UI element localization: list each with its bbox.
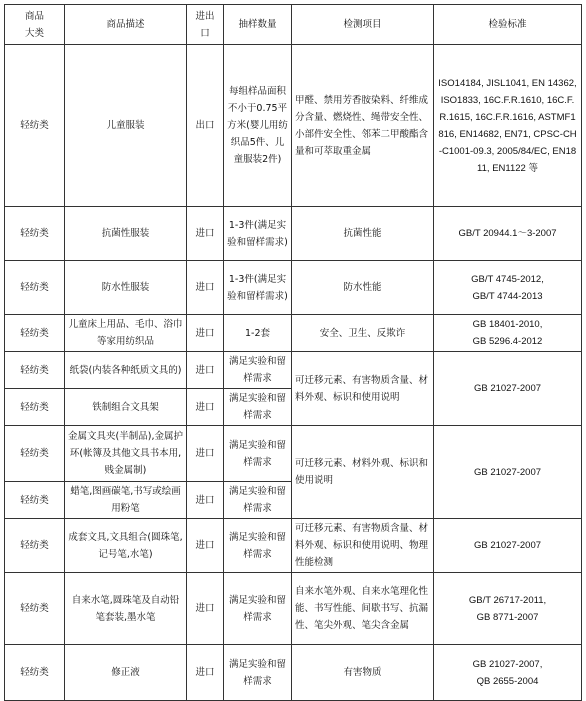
- cell-description: 金属文具夹(半制品),金属护环(帐簿及其他文具书本用,贱金属制): [65, 426, 187, 482]
- cell-sampling: 1-3件(满足实验和留样需求): [224, 261, 292, 315]
- cell-sampling: 1-3件(满足实验和留样需求): [224, 207, 292, 261]
- cell-sampling: 满足实验和留样需求: [224, 482, 292, 519]
- cell-import-export: 进口: [187, 261, 224, 315]
- cell-standard: GB 21027-2007: [434, 519, 582, 573]
- cell-import-export: 进口: [187, 573, 224, 645]
- cell-category: 轻纺类: [5, 261, 65, 315]
- cell-description: 修正液: [65, 645, 187, 701]
- cell-test-items: 可迁移元素、有害物质含量、材料外观、标识和使用说明、物理性能检测: [292, 519, 434, 573]
- cell-standard: GB/T 26717-2011, GB 8771-2007: [434, 573, 582, 645]
- cell-sampling: 每组样品面积不小于0.75平方米(婴儿用纺织品5件、儿童服装2件): [224, 45, 292, 207]
- table-row: [5, 573, 582, 645]
- cell-import-export: 进口: [187, 519, 224, 573]
- cell-sampling: 满足实验和留样需求: [224, 573, 292, 645]
- cell-sampling: 1-2套: [224, 315, 292, 352]
- header-standard: 检验标准: [434, 5, 582, 45]
- cell-test-items: 自来水笔外观、自来水笔理化性能、书写性能、间歇书写、抗漏性、笔尖外观、笔尖含金属: [292, 573, 434, 645]
- cell-import-export: 出口: [187, 45, 224, 207]
- cell-category: 轻纺类: [5, 426, 65, 482]
- cell-standard-merged: GB 21027-2007: [434, 426, 582, 519]
- cell-description: 自来水笔,圆珠笔及自动铅笔套装,墨水笔: [65, 573, 187, 645]
- cell-standard: GB 18401-2010, GB 5296.4-2012: [434, 315, 582, 352]
- cell-category: 轻纺类: [5, 315, 65, 352]
- cell-test-items: 防水性能: [292, 261, 434, 315]
- header-row: [5, 5, 582, 45]
- cell-test-items: 有害物质: [292, 645, 434, 701]
- cell-test-items: 抗菌性能: [292, 207, 434, 261]
- table-row: [5, 645, 582, 701]
- cell-standard: ISO14184, JISL1041, EN 14362, ISO1833, 16C.F.R.1610, 16C.F.R.1615, 16C.F.R.1616, ASTMF1816, EN14682, EN71, CPSC-CH-C1001-09.3, 2005/84/EC, EN1811, EN1122 等: [434, 45, 582, 207]
- table-row: [5, 45, 582, 207]
- header-import-export: 进出 口: [187, 5, 224, 45]
- cell-description: 蜡笔,图画碳笔,书写或绘画用粉笔: [65, 482, 187, 519]
- header-category: 商品 大类: [5, 5, 65, 45]
- cell-standard-merged: GB 21027-2007: [434, 352, 582, 426]
- header-test-items: 检测项目: [292, 5, 434, 45]
- cell-description: 儿童服装: [65, 45, 187, 207]
- cell-description: 铁制组合文具架: [65, 389, 187, 426]
- header-description: 商品描述: [65, 5, 187, 45]
- cell-category: 轻纺类: [5, 352, 65, 389]
- cell-import-export: 进口: [187, 426, 224, 482]
- cell-category: 轻纺类: [5, 207, 65, 261]
- cell-category: 轻纺类: [5, 45, 65, 207]
- table-row: [5, 261, 582, 315]
- table-row: [5, 315, 582, 352]
- cell-import-export: 进口: [187, 482, 224, 519]
- cell-import-export: 进口: [187, 645, 224, 701]
- cell-sampling: 满足实验和留样需求: [224, 352, 292, 389]
- table-row: [5, 426, 582, 482]
- cell-standard: GB/T 20944.1～3-2007: [434, 207, 582, 261]
- cell-import-export: 进口: [187, 315, 224, 352]
- cell-test-items-merged: 可迁移元素、材料外观、标识和使用说明: [292, 426, 434, 519]
- cell-category: 轻纺类: [5, 389, 65, 426]
- cell-description: 儿童床上用品、毛巾、浴巾等家用纺织品: [65, 315, 187, 352]
- cell-description: 抗菌性服装: [65, 207, 187, 261]
- cell-category: 轻纺类: [5, 645, 65, 701]
- cell-sampling: 满足实验和留样需求: [224, 519, 292, 573]
- cell-category: 轻纺类: [5, 573, 65, 645]
- cell-test-items: 甲醛、禁用芳香胺染料、纤维成分含量、燃烧性、绳带安全性、小部件安全性、邻苯二甲酸酯含量和可萃取重金属: [292, 45, 434, 207]
- cell-import-export: 进口: [187, 352, 224, 389]
- inspection-standards-table: [4, 4, 582, 701]
- cell-import-export: 进口: [187, 207, 224, 261]
- cell-description: 成套文具,文具组合(圆珠笔,记号笔,水笔): [65, 519, 187, 573]
- cell-standard: GB/T 4745-2012, GB/T 4744-2013: [434, 261, 582, 315]
- cell-sampling: 满足实验和留样需求: [224, 645, 292, 701]
- cell-category: 轻纺类: [5, 519, 65, 573]
- cell-description: 纸袋(内装各种纸质文具的): [65, 352, 187, 389]
- cell-test-items-merged: 可迁移元素、有害物质含量、材料外观、标识和使用说明: [292, 352, 434, 426]
- header-sampling: 抽样数量: [224, 5, 292, 45]
- cell-import-export: 进口: [187, 389, 224, 426]
- cell-test-items: 安全、卫生、反欺诈: [292, 315, 434, 352]
- table-row: [5, 519, 582, 573]
- cell-sampling: 满足实验和留样需求: [224, 426, 292, 482]
- table-row: [5, 207, 582, 261]
- cell-category: 轻纺类: [5, 482, 65, 519]
- cell-sampling: 满足实验和留样需求: [224, 389, 292, 426]
- cell-description: 防水性服装: [65, 261, 187, 315]
- cell-standard: GB 21027-2007, QB 2655-2004: [434, 645, 582, 701]
- table-row: [5, 352, 582, 389]
